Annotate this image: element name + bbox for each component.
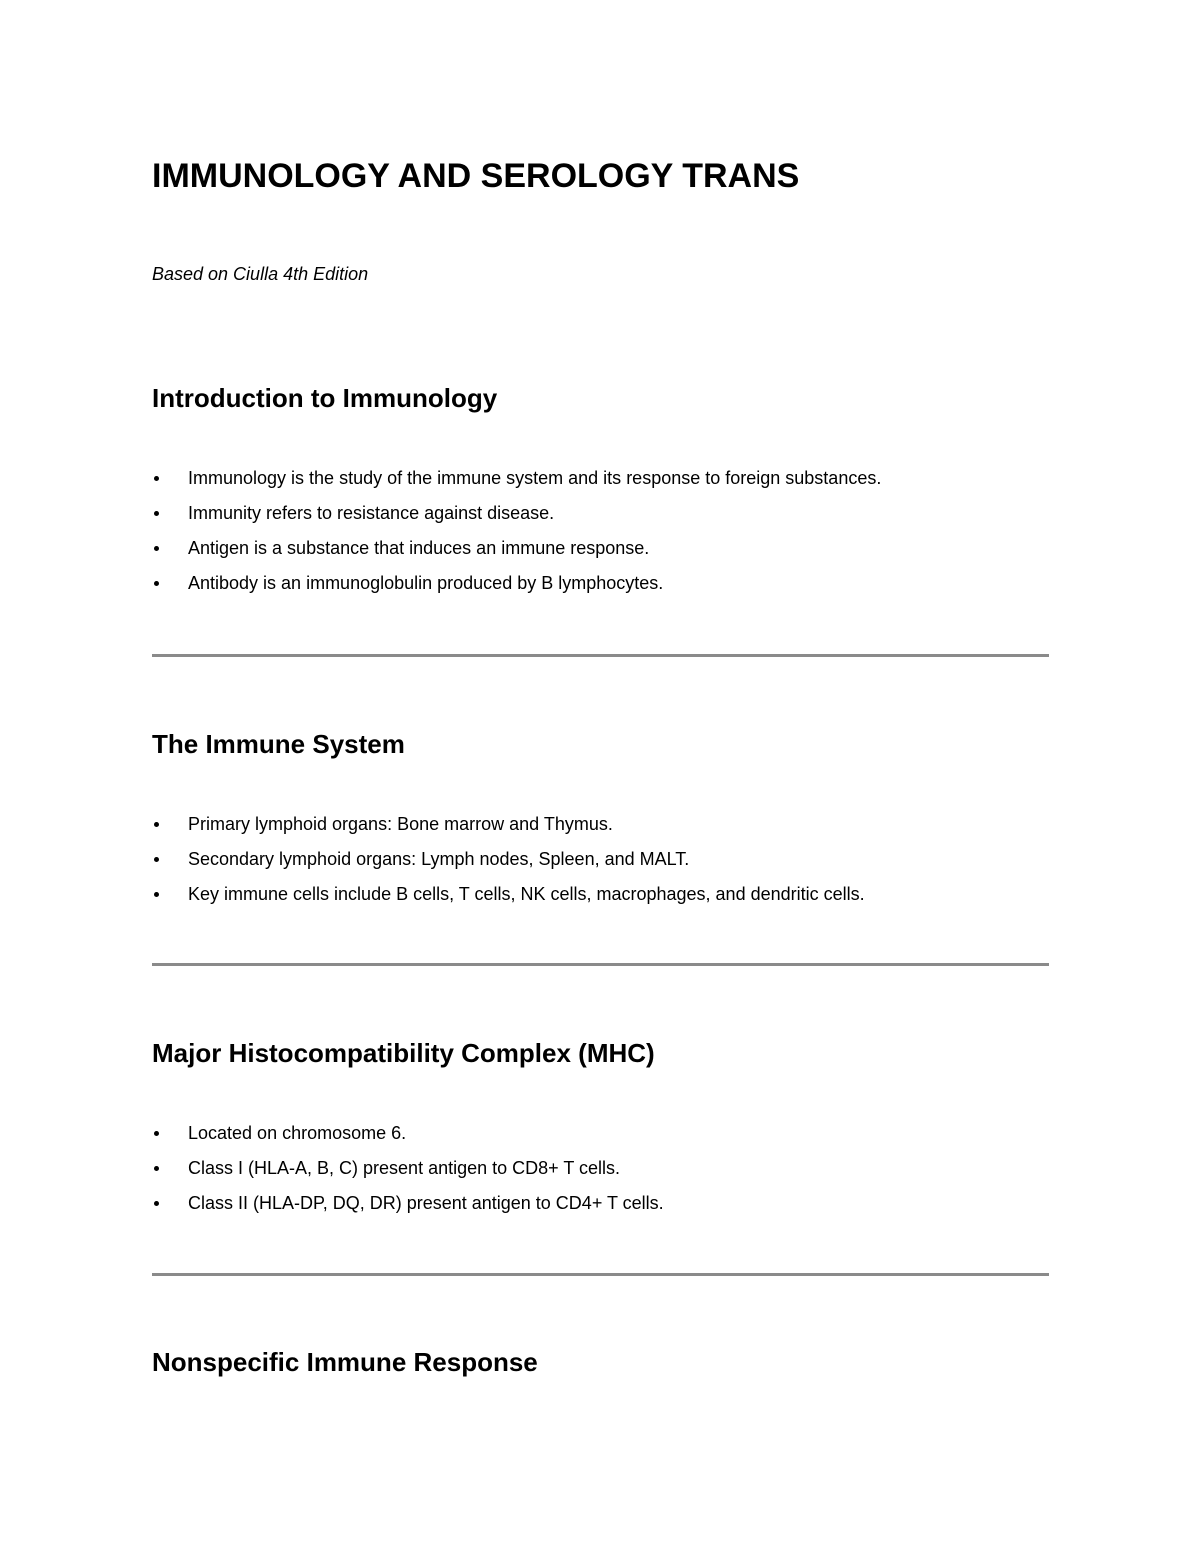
list-item: [152, 812, 1049, 847]
list-item: [152, 882, 1049, 917]
list-item: [152, 501, 1049, 536]
bullet-icon: [154, 1201, 159, 1206]
list-item: [152, 466, 1049, 501]
list-item-text: Antibody is an immunoglobulin produced by B lymphocytes.: [188, 573, 664, 593]
list-item-text: Class II (HLA-DP, DQ, DR) present antigen to CD4+ T cells.: [188, 1193, 664, 1213]
section-heading: The Immune System: [152, 729, 405, 759]
section-heading: Major Histocompatibility Complex (MHC): [152, 1038, 655, 1068]
list-item-text: Immunity refers to resistance against disease.: [188, 503, 555, 523]
bullet-icon: [154, 892, 159, 897]
section-mhc: [152, 1035, 1049, 1213]
bullet-list: [152, 812, 1049, 917]
bullet-icon: [154, 511, 159, 516]
section-introduction: [152, 380, 1049, 593]
list-item-text: Class I (HLA-A, B, C) present antigen to CD8+ T cells.: [188, 1158, 621, 1178]
list-item-text: Secondary lymphoid organs: Lymph nodes, Spleen, and MALT.: [188, 849, 690, 869]
list-item-text: Primary lymphoid organs: Bone marrow and Thymus.: [188, 814, 613, 834]
list-item-text: Immunology is the study of the immune system and its response to foreign substances.: [188, 468, 882, 488]
section-nonspecific-response: [152, 1344, 1049, 1380]
bullet-list: [152, 1121, 1049, 1226]
list-item: [152, 571, 1049, 606]
list-item: [152, 536, 1049, 571]
list-item: [152, 1156, 1049, 1191]
bullet-icon: [154, 1131, 159, 1136]
document-subtitle: Based on Ciulla 4th Edition: [152, 264, 369, 284]
bullet-icon: [154, 857, 159, 862]
section-heading: Nonspecific Immune Response: [152, 1347, 538, 1377]
bullet-icon: [154, 546, 159, 551]
section-divider: [152, 1273, 1049, 1276]
section-divider: [152, 654, 1049, 657]
section-divider: [152, 963, 1049, 966]
list-item-text: Key immune cells include B cells, T cells, NK cells, macrophages, and dendritic cells.: [188, 884, 865, 904]
list-item: [152, 1121, 1049, 1156]
bullet-icon: [154, 581, 159, 586]
bullet-list: [152, 466, 1049, 606]
list-item: [152, 1191, 1049, 1226]
document-title: IMMUNOLOGY AND SEROLOGY TRANS: [152, 157, 800, 195]
list-item-text: Located on chromosome 6.: [188, 1123, 407, 1143]
section-heading: Introduction to Immunology: [152, 383, 498, 413]
section-immune-system: [152, 726, 1049, 904]
list-item-text: Antigen is a substance that induces an immune response.: [188, 538, 650, 558]
bullet-icon: [154, 476, 159, 481]
list-item: [152, 847, 1049, 882]
bullet-icon: [154, 822, 159, 827]
bullet-icon: [154, 1166, 159, 1171]
